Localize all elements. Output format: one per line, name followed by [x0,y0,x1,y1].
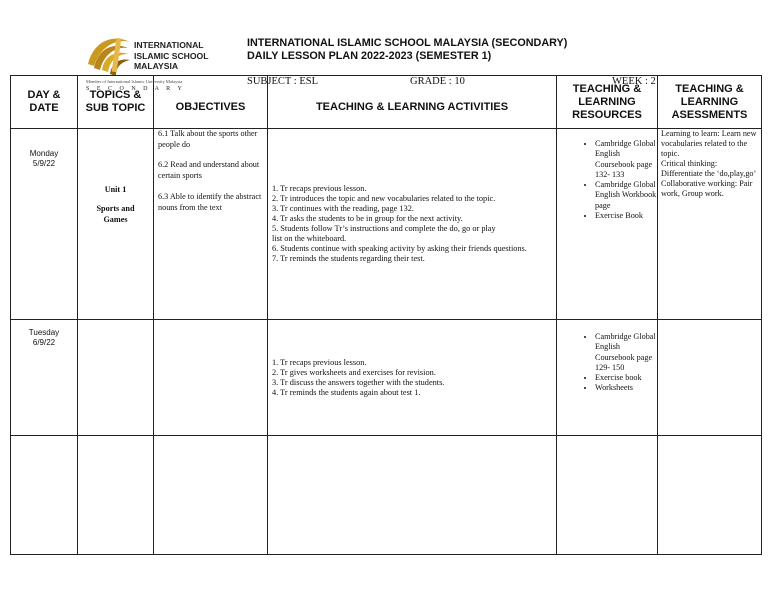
resource-item: • Exercise Book [595,211,657,221]
header-day-date: DAY & DATE [11,76,78,129]
activities-cell [268,129,557,320]
topic-cell [78,320,154,436]
resource-item: • Cambridge Global English Coursebook page 129- 150 [595,332,657,373]
week-label: WEEK : 2 [612,76,656,87]
activity-line: 4. Tr asks the students to be in group for the next activity. [272,214,463,223]
document-title: INTERNATIONAL ISLAMIC SCHOOL MALAYSIA (SECONDARY) [247,37,568,49]
objectives-cell [154,320,268,436]
day-date-cell [11,436,78,555]
activity-line: 7. Tr reminds the students regarding their test. [272,254,425,263]
activity-line: 2. Tr gives worksheets and exercises for revision. [272,367,436,377]
day-date-cell [11,320,78,436]
table-row [11,320,762,436]
day-label: Monday [29,149,59,158]
grade-label: GRADE : 10 [410,76,465,87]
header-objectives: OBJECTIVES [154,76,268,129]
date-label: 6/9/22 [32,338,56,347]
resource-item: • Cambridge Global English Coursebook page 132- 133 [595,139,657,180]
objective-item: 6.3 Able to identify the abstract nouns from the text [158,191,262,212]
date-label: 5/9/22 [32,159,56,168]
table-row [11,129,762,320]
activity-line: 6. Students continue with speaking activity by asking their friends questions. [272,244,527,253]
table-row [11,436,762,555]
assessments-cell [658,320,762,436]
topic-label-line: Games [103,215,128,224]
header-assessments: TEACHING & LEARNING ASESSMENTS [658,76,762,129]
objectives-cell [154,129,268,320]
unit-label: Unit 1 [104,185,127,194]
logo-tagline: Member of International Islamic University Malaysia [86,79,183,84]
activity-line: 1. Tr recaps previous lesson. [272,357,367,367]
header-resources: TEACHING & LEARNING RESOURCES [557,76,658,129]
lesson-plan-table [10,75,762,555]
activity-line: 5. Students follow Tr’s instructions and complete the do, go or play [272,224,496,233]
logo-subtitle: S E C O N D A R Y [86,86,185,92]
resources-cell [557,129,658,320]
activity-line: 3. Tr discuss the answers together with the students. [272,377,445,387]
document-subtitle: DAILY LESSON PLAN 2022-2023 (SEMESTER 1) [247,50,492,62]
header-topics: TOPICS & SUB TOPIC [78,76,154,129]
activity-line: list on the whiteboard. [272,234,347,243]
resource-item: • Cambridge Global English Workbook page [595,180,657,211]
day-date-cell [11,129,78,320]
subject-label: SUBJECT : ESL [247,76,318,87]
header-activities: TEACHING & LEARNING ACTIVITIES [268,76,557,129]
activity-line: 3. Tr continues with the reading, page 132. [272,204,414,213]
activity-line: 1. Tr recaps previous lesson. [272,184,367,193]
assessment-item: Collaborative working: Pair work, Group work. [661,179,753,198]
resources-cell [557,436,658,555]
resource-item: • Exercise book [595,373,657,383]
topic-cell [78,129,154,320]
day-label: Tuesday [28,328,60,337]
resource-item: • Worksheets [595,383,657,393]
activities-cell [268,436,557,555]
activities-cell [268,320,557,436]
topic-cell [78,436,154,555]
assessment-item: Critical thinking: Differentiate the ‘do,play,go’ [661,159,757,178]
topic-label-line: Sports and [96,204,135,213]
assessments-cell [658,129,762,320]
school-name-logo: INTERNATIONAL ISLAMIC SCHOOL MALAYSIA [134,40,209,71]
resources-cell [557,320,658,436]
objective-item: 6.2 Read and understand about certain sports [158,160,260,181]
objective-item: 6.1 Talk about the sports other people do [158,129,258,149]
assessment-item: Learning to learn: Learn new vocabularies related to the topic. [661,129,757,158]
activity-line: 4. Tr reminds the students again about test 1. [272,387,421,397]
assessments-cell [658,436,762,555]
activity-line: 2. Tr introduces the topic and new vocabularies related to the topic. [272,194,496,203]
objectives-cell [154,436,268,555]
